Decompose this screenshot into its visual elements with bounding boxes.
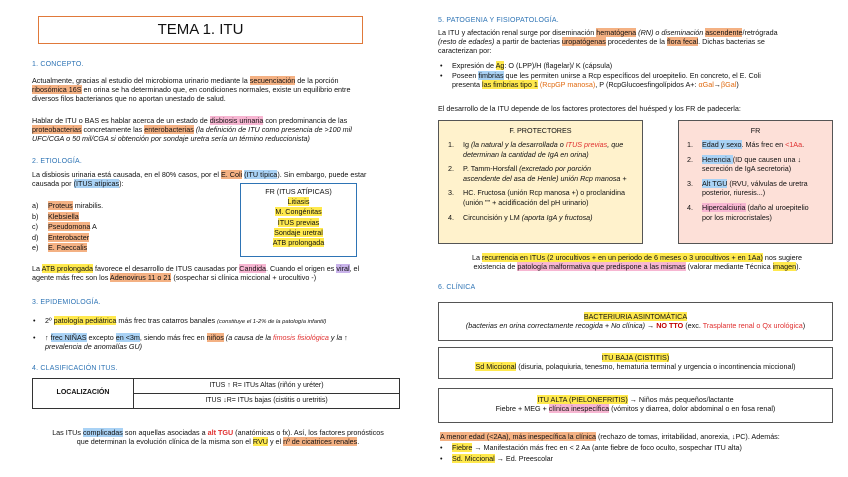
bullet-icon: • — [33, 333, 36, 342]
clinica-menor-edad: A menor edad (<2Aa), más inespecífica la clínica (rechazo de tomas, irritabilidad, anorexia, ↓PC). Además: — [440, 432, 780, 441]
etiologia-list — [32, 201, 103, 254]
patogenia-bullet-1: Expresión de Ag: O (LPP)/H (flagelar)/ K (cápsula) — [452, 61, 613, 70]
patogenia-bullet-2: Poseen fimbrias que les permiten unirse a Rcp específicos del uroepitelio. En concreto, el E. Coli presenta las fimbrias tipo 1 (RcpGP manosa), P (RcpGlucoesfingolípidos A+: αGal→βGal) — [452, 71, 761, 89]
clasificacion-paragraph: Las ITUs complicadas son aquellas asociadas a alt TGU (anatómicas o fx). Así, los factores pronósticos que determinan la evolución clínica de la misma son el RVU y el nº de cicatrices renales. — [52, 428, 384, 446]
section-heading-etiologia: 2. ETIOLOGÍA. — [32, 158, 83, 165]
epidemiologia-bullet-1: 2º patología pediátrica más frec tras catarros banales (constituye el 1-2% de la patología infantil) — [45, 316, 327, 325]
itu-alta-title-line: ITU ALTA (PIELONEFRITIS) → Niños más pequeños/lactante — [537, 395, 734, 404]
clasificacion-table — [32, 378, 400, 409]
concepto-paragraph-1: Actualmente, gracias al estudio del microbioma urinario mediante la secuenciación de la porción ribosómica 16S en orina se ha determinado que, en condiciones normales, existe un equilibrio entre diversos filos bacterianos que no aportan unestado de salud. — [32, 76, 351, 103]
fr-item: M. Congénitas — [275, 207, 322, 217]
itu-baja-box — [438, 347, 833, 379]
fr-list — [687, 140, 829, 222]
patogenia-desarrollo: El desarrollo de la ITU depende de los factores protectores del huésped y los FR de padecerla: — [438, 104, 741, 113]
itu-alta-text: Fiebre + MEG + clínica inespecífica (vómitos y diarrea, dolor abdominal o en fosa renal) — [495, 404, 776, 413]
list-item: 3. Alt TGU (RVU, válvulas de uretra posterior, riuresis...) — [687, 178, 808, 198]
fr-item: ITUS previas — [277, 217, 320, 227]
recurrencia-paragraph: La recurrencia en ITUs (2 urocultivos + en un periodo de 6 meses o 3 urocultivos + en 1Aa) nos sugiere existencia de patología malformativa que predispone a las mismas (valorar mediante Técnica imagen). — [471, 253, 803, 271]
fr-item: ATB prolongada — [272, 238, 325, 248]
protectores-list — [448, 140, 638, 222]
fr-box-title: FR (ITUS ATÍPICAS) — [265, 187, 332, 196]
bullet-icon: • — [33, 316, 36, 325]
section-heading-concepto: 1. CONCEPTO. — [32, 61, 84, 68]
bacteriuria-box — [438, 302, 833, 341]
table-cell-localizacion: LOCALIZACIÓN — [33, 379, 134, 409]
itu-baja-title: ITU BAJA (CISTITIS) — [601, 353, 670, 362]
section-heading-patogenia: 5. PATOGENIA Y FISIOPATOLOGÍA. — [438, 17, 559, 24]
table-cell-itus-bajas: ITUS ↓R= ITUs bajas (cistitis o uretritis) — [134, 394, 400, 409]
list-item: 1. Edad y sexo. Más frec en <1Aa. — [687, 140, 805, 149]
page-title: TEMA 1. ITU — [38, 16, 363, 44]
list-item: 3. HC. Fructosa (unión Rcp manosa +) o proclanidina (unión "" + acidificación del pH urinario) — [448, 188, 625, 207]
bullet-icon: • — [440, 71, 443, 80]
patogenia-intro: La ITU y afectación renal surge por diseminación hematógena (RN) o diseminación ascendente/retrógrada (resto de edades) a partir de bacterias uropatógenas procedentes de la flora fecal. Dichas bacterias se caracterizan por: — [438, 28, 778, 55]
fr-item: Litiasis — [287, 197, 310, 207]
concepto-paragraph-2: Hablar de ITU o BAS es hablar acerca de un estado de disbiosis urinaria con predominancia de las proteobacterias concretamente las enterobacterias (la definición de ITU como presencia de >100 mil UFC/CGA o 50 mil/CGA si obtención por sondaje uretra sería un término reduccionista) — [32, 116, 352, 143]
table-cell-itus-altas: ITUS ↑ R= ITUs Altas (riñón y uréter) — [134, 379, 400, 394]
list-item: 4. Circuncisión y LM (aporta IgA y fructosa) — [448, 212, 593, 222]
section-heading-clasificacion: 4. CLASIFICACIÓN ITUS. — [32, 365, 118, 372]
factores-riesgo-box — [678, 120, 833, 244]
list-item: c) Pseudomona A — [32, 222, 97, 231]
list-item: e) E. Faeccalis — [32, 243, 88, 252]
etiologia-paragraph: La ATB prolongada favorece el desarrollo de ITUS causadas por Candida. Cuando el origen es viral, el agente más frec son los Adenovirus 11 o 21 (sospechar si clínica miccional + urocultivo -) — [32, 264, 360, 282]
section-heading-epidemiologia: 3. EPIDEMIOLOGÍA. — [32, 299, 101, 306]
bullet-icon: • — [440, 443, 443, 452]
section-heading-clinica: 6. CLÍNICA — [438, 284, 476, 291]
list-item: 4. Hipercalciuria (daño al uroepitelio por los microcristales) — [687, 202, 809, 222]
clinica-bullet-fiebre: Fiebre → Manifestación más frec en < 2 Aa (ante fiebre de foco oculto, sospechar ITU alta) — [452, 443, 742, 452]
bacteriuria-title: BACTERIURIA ASINTOMÁTICA — [583, 312, 688, 321]
factores-protectores-title: F. PROTECTORES — [509, 126, 572, 135]
etiologia-intro: La disbiosis urinaria está causada, en el 80% casos, por el E. Coli (ITU típica). Sin embargo, puede estar causada por (ITUS atípicas): — [32, 170, 367, 188]
clinica-bullet-miccional: Sd. Miccional → Ed. Preescolar — [452, 454, 554, 463]
bacteriuria-text: (bacterias en orina correctamente recogida + No clínica) → NO TTO (exc. Trasplante renal o Qx urológica) — [465, 321, 806, 330]
itu-baja-text: Sd Miccional (disuria, polaquiuria, tenesmo, hematuria terminal y urgencia o incontinencia miccional) — [475, 362, 796, 371]
list-item: 1. Ig (la natural y la desarrollada o ITUS previas, que determinan la cantidad de IgA en orina) — [448, 140, 624, 159]
factores-protectores-box — [438, 120, 643, 244]
bullet-icon: • — [440, 454, 443, 463]
list-item: d) Enterobacter — [32, 232, 90, 242]
epidemiologia-bullet-2: ↑ frec NIÑAS excepto en <3m, siendo más frec en niños (a causa de la fimosis fisiológica y la ↑ prevalencia de anomalías GU) — [45, 333, 348, 351]
fr-atipicas-box — [240, 183, 357, 257]
fr-item: Sondaje uretral — [274, 227, 323, 237]
list-item: 2. P. Tamm-Horsfall (excretado por porción ascendente del asa de Henle) unión Rcp manosa + — [448, 164, 627, 183]
itu-alta-box — [438, 388, 833, 423]
list-item: 2. Herencia (ID que causen una ↓ secreción de IgA secretoria) — [687, 154, 802, 174]
bullet-icon: • — [440, 61, 443, 70]
factores-riesgo-title: FR — [750, 126, 761, 135]
list-item: b) Klebsiella — [32, 211, 79, 221]
list-item: a) Proteus mirabilis. — [32, 201, 104, 210]
